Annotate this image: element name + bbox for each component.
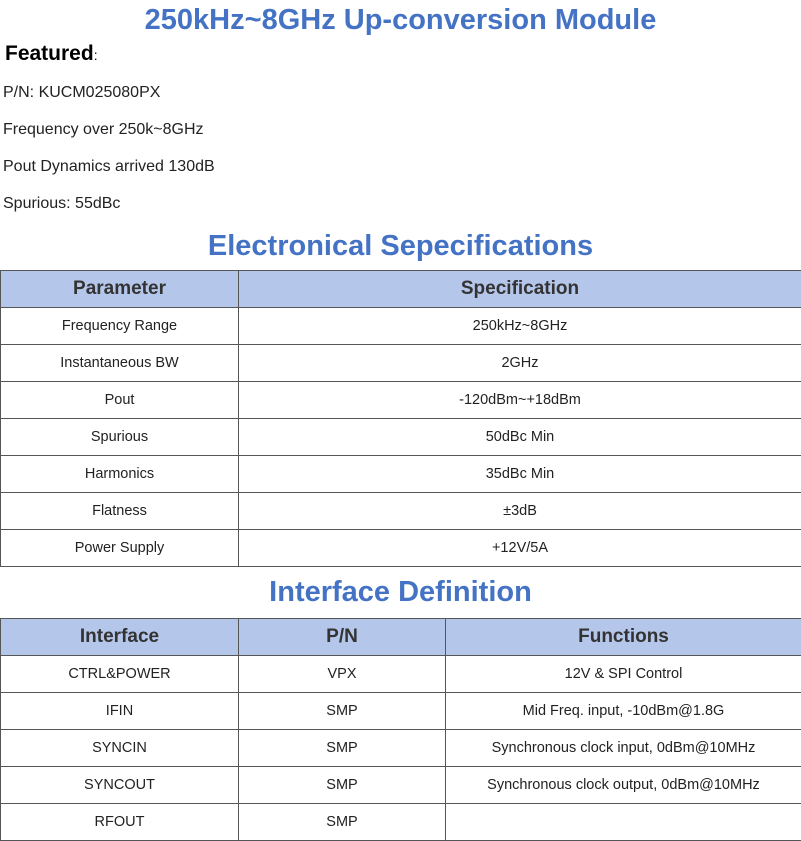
feature-item-pout: Pout Dynamics arrived 130dB <box>3 158 215 175</box>
table-row <box>1 419 801 456</box>
feature-item-pn: P/N: KUCM025080PX <box>3 84 161 101</box>
spec-value-cell: 50dBc Min <box>239 419 801 456</box>
spec-parameter-cell: Harmonics <box>1 456 239 493</box>
interface-header-pn: P/N <box>239 619 446 656</box>
specifications-header-row <box>1 271 801 308</box>
interface-function-cell: Synchronous clock output, 0dBm@10MHz <box>446 767 801 804</box>
feature-item-frequency: Frequency over 250k~8GHz <box>3 121 204 138</box>
featured-heading <box>5 40 98 69</box>
spec-parameter-cell: Frequency Range <box>1 308 239 345</box>
spec-parameter-cell: Power Supply <box>1 530 239 567</box>
featured-heading-colon: : <box>93 47 98 63</box>
interface-pn-cell: SMP <box>239 804 446 841</box>
specifications-header-parameter: Parameter <box>1 271 239 308</box>
table-row <box>1 530 801 567</box>
table-row <box>1 767 801 804</box>
table-row <box>1 693 801 730</box>
interface-header-row <box>1 619 801 656</box>
interface-name-cell: IFIN <box>1 693 239 730</box>
spec-value-cell: +12V/5A <box>239 530 801 567</box>
spec-parameter-cell: Pout <box>1 382 239 419</box>
interface-pn-cell: SMP <box>239 767 446 804</box>
spec-parameter-cell: Spurious <box>1 419 239 456</box>
specifications-header-specification: Specification <box>239 271 801 308</box>
page-title: 250kHz~8GHz Up-conversion Module <box>144 4 657 36</box>
interface-name-cell: SYNCOUT <box>1 767 239 804</box>
interface-name-cell: RFOUT <box>1 804 239 841</box>
spec-value-cell: 35dBc Min <box>239 456 801 493</box>
specifications-table <box>0 270 801 567</box>
spec-value-cell: -120dBm~+18dBm <box>239 382 801 419</box>
interface-pn-cell: SMP <box>239 693 446 730</box>
interface-name-cell: CTRL&POWER <box>1 656 239 693</box>
table-row <box>1 656 801 693</box>
spec-value-cell: 250kHz~8GHz <box>239 308 801 345</box>
specifications-title: Electronical Sepecifications <box>207 230 594 262</box>
interface-function-cell: Mid Freq. input, -10dBm@1.8G <box>446 693 801 730</box>
interface-header-functions: Functions <box>446 619 801 656</box>
table-row <box>1 382 801 419</box>
interface-function-cell: 12V & SPI Control <box>446 656 801 693</box>
table-row <box>1 493 801 530</box>
table-row <box>1 456 801 493</box>
interface-pn-cell: SMP <box>239 730 446 767</box>
table-row <box>1 730 801 767</box>
spec-value-cell: ±3dB <box>239 493 801 530</box>
interface-title: Interface Definition <box>269 576 532 608</box>
interface-header-interface: Interface <box>1 619 239 656</box>
interface-pn-cell: VPX <box>239 656 446 693</box>
spec-parameter-cell: Instantaneous BW <box>1 345 239 382</box>
table-row <box>1 804 801 841</box>
interface-name-cell: SYNCIN <box>1 730 239 767</box>
feature-item-spurious: Spurious: 55dBc <box>3 195 121 212</box>
interface-function-cell: Synchronous clock input, 0dBm@10MHz <box>446 730 801 767</box>
spec-parameter-cell: Flatness <box>1 493 239 530</box>
featured-heading-label: Featured <box>5 42 94 65</box>
table-row <box>1 308 801 345</box>
interface-function-cell <box>446 804 801 841</box>
spec-value-cell: 2GHz <box>239 345 801 382</box>
table-row <box>1 345 801 382</box>
interface-table <box>0 618 801 841</box>
